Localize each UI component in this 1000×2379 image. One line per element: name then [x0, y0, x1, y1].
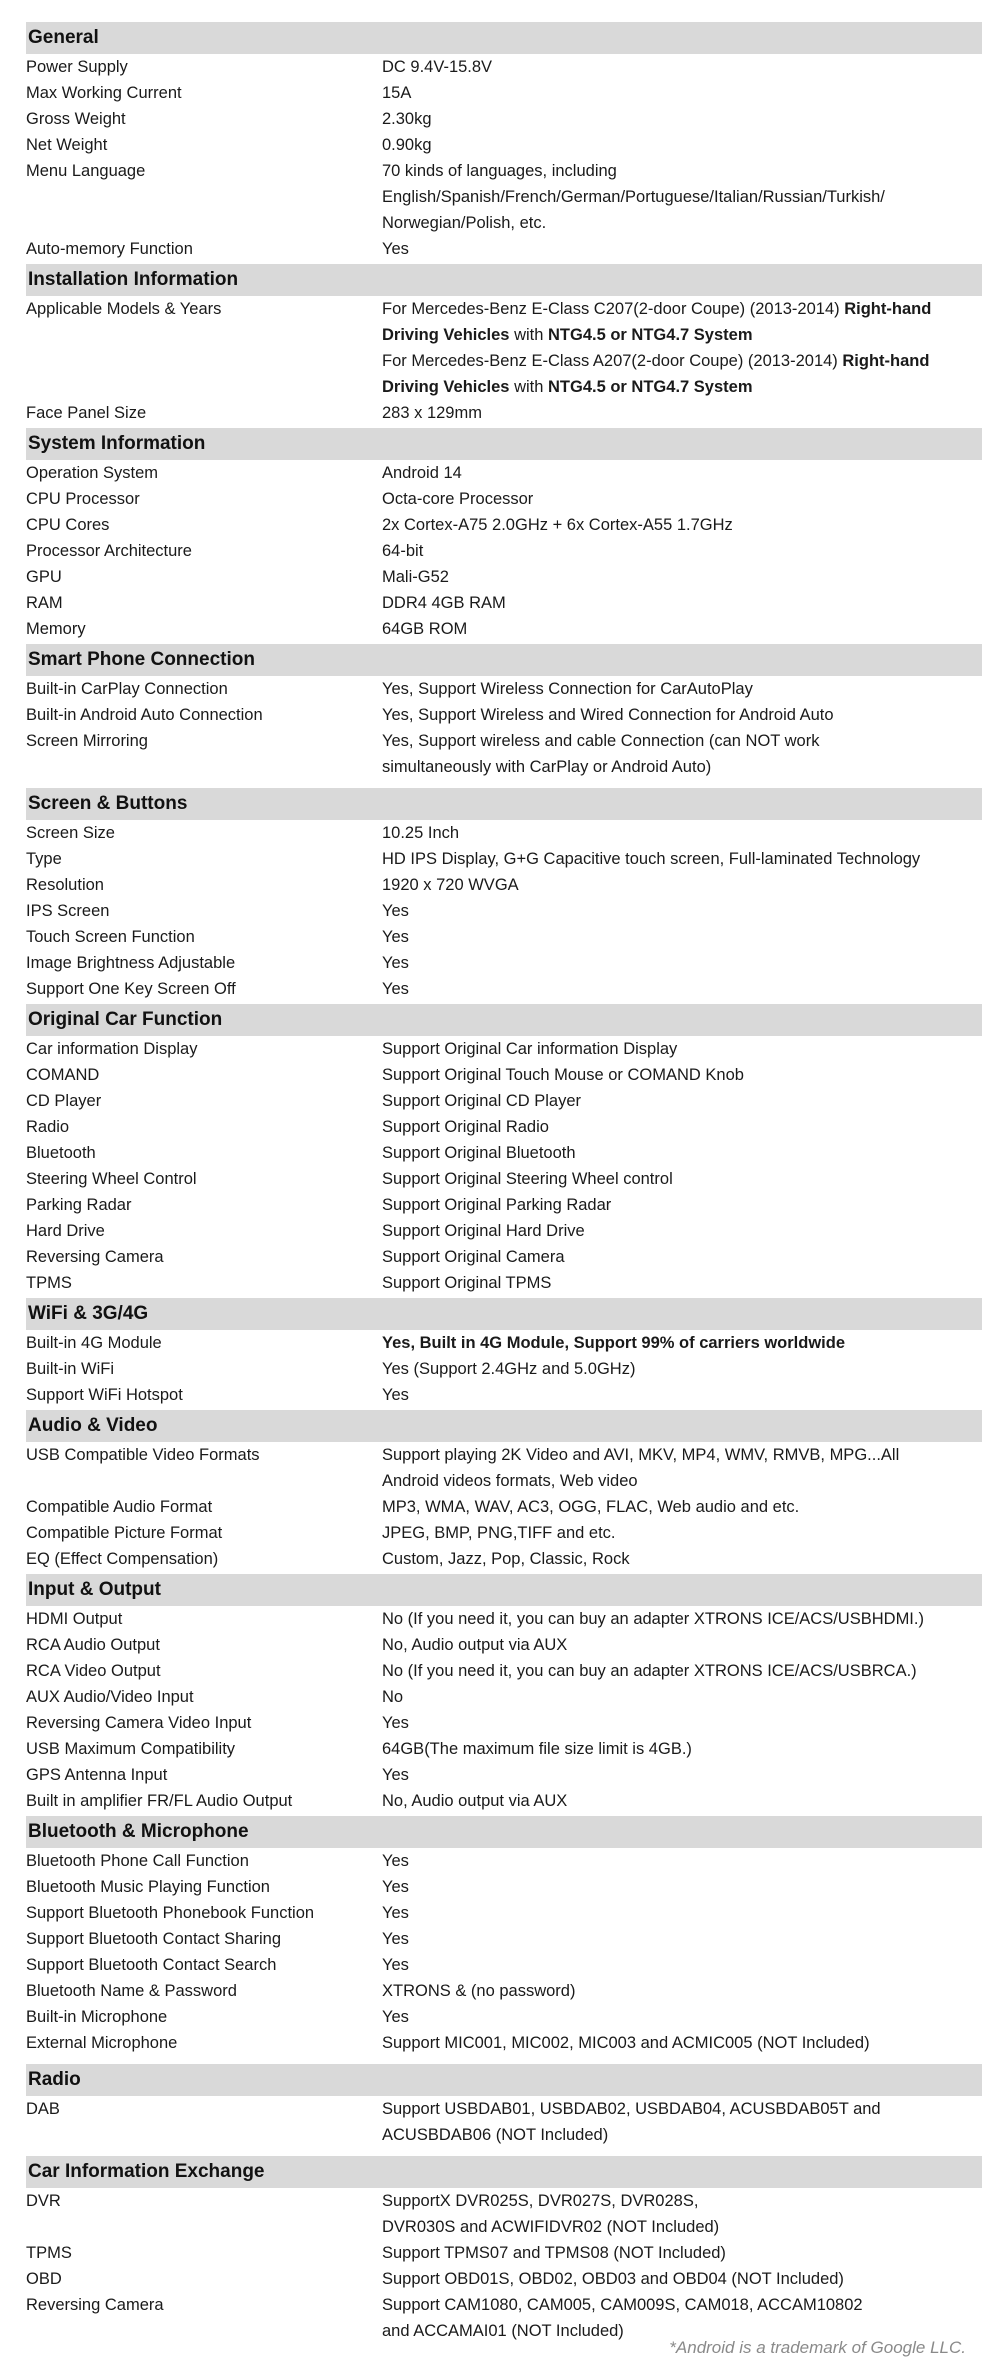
spec-row — [26, 1036, 982, 1062]
spec-value-text: Yes — [382, 1852, 409, 1870]
spec-value-line — [382, 296, 982, 322]
spec-label: RCA Audio Output — [26, 1636, 160, 1654]
spec-value-text: Yes — [382, 928, 409, 946]
spec-row — [26, 1330, 982, 1356]
spec-row — [26, 590, 982, 616]
spec-row — [26, 1710, 982, 1736]
spec-label: Net Weight — [26, 136, 108, 154]
spec-row — [26, 80, 982, 106]
spec-value-text: with — [509, 378, 548, 396]
spec-value — [382, 846, 982, 872]
spec-value-text: Yes (Support 2.4GHz and 5.0GHz) — [382, 1360, 636, 1378]
spec-label: DAB — [26, 2100, 60, 2118]
spec-row — [26, 132, 982, 158]
spec-value-line — [382, 322, 982, 348]
spec-value-text: No (If you need it, you can buy an adapter XTRONS ICE/ACS/USBHDMI.) — [382, 1610, 924, 1628]
spec-row — [26, 950, 982, 976]
spec-value-text: Support Original Touch Mouse or COMAND Knob — [382, 1066, 744, 1084]
spec-value-bold: NTG4.5 or NTG4.7 System — [548, 326, 753, 344]
spec-row — [26, 1244, 982, 1270]
spec-row — [26, 1088, 982, 1114]
spec-value-text: No — [382, 1688, 404, 1706]
spec-value-text: 64-bit — [382, 542, 424, 560]
spec-value — [382, 2292, 982, 2344]
spec-row — [26, 1658, 982, 1684]
spec-label: GPS Antenna Input — [26, 1766, 168, 1784]
spec-value — [382, 1788, 982, 1814]
spec-value — [382, 2004, 982, 2030]
spec-value — [382, 1218, 982, 1244]
spec-value-text: 10.25 Inch — [382, 824, 460, 842]
spec-label: OBD — [26, 2270, 62, 2288]
spec-label: Reversing Camera Video Input — [26, 1714, 252, 1732]
spec-value — [382, 538, 982, 564]
section-header: WiFi & 3G/4G — [26, 1298, 982, 1330]
spec-value-line — [382, 348, 982, 374]
spec-value — [382, 1926, 982, 1952]
spec-table — [26, 20, 982, 2344]
spec-label: Menu Language — [26, 162, 146, 180]
spec-label: RAM — [26, 594, 63, 612]
spec-value-text: Yes — [382, 1878, 409, 1896]
spec-value — [382, 54, 982, 80]
spec-label: Bluetooth Music Playing Function — [26, 1878, 270, 1896]
spec-value — [382, 1520, 982, 1546]
spec-value — [382, 1658, 982, 1684]
spec-label: Power Supply — [26, 58, 128, 76]
spec-value-text: Yes — [382, 1956, 409, 1974]
spec-label: RCA Video Output — [26, 1662, 161, 1680]
spec-label: Auto-memory Function — [26, 240, 193, 258]
spec-value — [382, 924, 982, 950]
spec-label: Bluetooth Phone Call Function — [26, 1852, 249, 1870]
spec-label: Image Brightness Adjustable — [26, 954, 236, 972]
spec-row — [26, 1874, 982, 1900]
spec-value — [382, 2096, 982, 2148]
spec-value — [382, 1762, 982, 1788]
spec-row — [26, 1140, 982, 1166]
spec-value-text: Yes — [382, 954, 409, 972]
spec-label: Parking Radar — [26, 1196, 132, 1214]
spec-value-text: Octa-core Processor — [382, 490, 534, 508]
spec-label: External Microphone — [26, 2034, 178, 2052]
spec-value — [382, 1442, 982, 1494]
spec-row — [26, 2240, 982, 2266]
spec-value-text: Yes — [382, 1714, 409, 1732]
spec-value — [382, 512, 982, 538]
spec-label: Gross Weight — [26, 110, 126, 128]
spec-label: Support Bluetooth Contact Search — [26, 1956, 277, 1974]
spec-value — [382, 106, 982, 132]
spec-value-text: XTRONS & (no password) — [382, 1982, 576, 2000]
spec-label: Screen Size — [26, 824, 115, 842]
spec-row — [26, 1978, 982, 2004]
spec-value-text: Support Original Car information Display — [382, 1040, 678, 1058]
spec-label: Max Working Current — [26, 84, 182, 102]
spec-row — [26, 296, 982, 400]
spec-value-text: Yes — [382, 240, 409, 258]
spec-row — [26, 158, 982, 236]
spec-label: Type — [26, 850, 62, 868]
spec-label: EQ (Effect Compensation) — [26, 1550, 219, 1568]
spec-row — [26, 872, 982, 898]
spec-value — [382, 616, 982, 642]
spec-value-text: For Mercedes-Benz E-Class C207(2-door Coupe) (2013-2014) — [382, 300, 845, 318]
spec-row — [26, 1270, 982, 1296]
spec-value — [382, 158, 982, 236]
spec-row — [26, 1736, 982, 1762]
spec-value-text: Custom, Jazz, Pop, Classic, Rock — [382, 1550, 630, 1568]
spec-value-text: 15A — [382, 84, 412, 102]
section-header: Audio & Video — [26, 1410, 982, 1442]
spec-value-text: Yes — [382, 980, 409, 998]
spec-value — [382, 1900, 982, 1926]
spec-value-text: Yes, Support Wireless Connection for CarAutoPlay — [382, 680, 753, 698]
spec-value — [382, 460, 982, 486]
spec-value — [382, 132, 982, 158]
section-header: Original Car Function — [26, 1004, 982, 1036]
spec-value-line: DVR030S and ACWIFIDVR02 (NOT Included) — [382, 2218, 720, 2236]
spec-row — [26, 2292, 982, 2344]
spec-row — [26, 1848, 982, 1874]
spec-label: COMAND — [26, 1066, 100, 1084]
spec-value-text: 2x Cortex-A75 2.0GHz + 6x Cortex-A55 1.7GHz — [382, 516, 733, 534]
spec-value-text: DDR4 4GB RAM — [382, 594, 506, 612]
spec-row — [26, 1520, 982, 1546]
spec-value-line: Yes, Support wireless and cable Connection (can NOT work — [382, 732, 820, 750]
spec-value-text: Support Original Camera — [382, 1248, 565, 1266]
spec-label: Bluetooth Name & Password — [26, 1982, 237, 2000]
spec-row — [26, 400, 982, 426]
spec-value-line: Norwegian/Polish, etc. — [382, 214, 547, 232]
spec-value-text: Support TPMS07 and TPMS08 (NOT Included) — [382, 2244, 726, 2262]
spec-label: Reversing Camera — [26, 2296, 164, 2314]
spec-row — [26, 1442, 982, 1494]
spec-label: Built-in 4G Module — [26, 1334, 162, 1352]
spec-row — [26, 564, 982, 590]
spec-label: IPS Screen — [26, 902, 110, 920]
spec-row — [26, 54, 982, 80]
spec-row — [26, 1926, 982, 1952]
spec-value — [382, 1684, 982, 1710]
spec-row — [26, 2188, 982, 2240]
spec-value — [382, 1736, 982, 1762]
spec-label: Reversing Camera — [26, 1248, 164, 1266]
spec-label: Screen Mirroring — [26, 732, 148, 750]
spec-label: Support Bluetooth Contact Sharing — [26, 1930, 282, 1948]
spec-value — [382, 1382, 982, 1408]
spec-label: Applicable Models & Years — [26, 300, 222, 318]
spec-value-bold: Driving Vehicles — [382, 378, 510, 396]
spec-value-text: 1920 x 720 WVGA — [382, 876, 519, 894]
spec-value-line: 70 kinds of languages, including — [382, 162, 617, 180]
spec-value-line: Android videos formats, Web video — [382, 1472, 638, 1490]
spec-row — [26, 1062, 982, 1088]
spec-row — [26, 702, 982, 728]
spec-value-line: Support CAM1080, CAM005, CAM009S, CAM018, ACCAM10802 — [382, 2296, 863, 2314]
spec-label: Support Bluetooth Phonebook Function — [26, 1904, 315, 1922]
spec-value-text: Yes, Support Wireless and Wired Connection for Android Auto — [382, 706, 834, 724]
spec-value — [382, 1062, 982, 1088]
spec-value-text: Support Original Bluetooth — [382, 1144, 576, 1162]
spec-label: TPMS — [26, 1274, 72, 1292]
trademark-footnote: *Android is a trademark of Google LLC. — [669, 2338, 966, 2357]
spec-label: Built-in WiFi — [26, 1360, 115, 1378]
spec-value-bold: NTG4.5 or NTG4.7 System — [548, 378, 753, 396]
spec-value-bold: Right-hand — [844, 300, 932, 318]
spec-label: CPU Cores — [26, 516, 110, 534]
spec-value — [382, 1356, 982, 1382]
spec-label: CPU Processor — [26, 490, 140, 508]
spec-label: Memory — [26, 620, 86, 638]
section-header: Car Information Exchange — [26, 2156, 982, 2188]
spec-value — [382, 1036, 982, 1062]
spec-value — [382, 1606, 982, 1632]
spec-label: Support One Key Screen Off — [26, 980, 236, 998]
spec-label: Built-in Microphone — [26, 2008, 168, 2026]
spec-value-text: Support MIC001, MIC002, MIC003 and ACMIC005 (NOT Included) — [382, 2034, 870, 2052]
spec-value-text: 2.30kg — [382, 110, 432, 128]
spec-label: Touch Screen Function — [26, 928, 195, 946]
spec-value — [382, 2030, 982, 2056]
spec-row — [26, 976, 982, 1002]
spec-value — [382, 676, 982, 702]
spec-value-text: Yes — [382, 902, 409, 920]
spec-value — [382, 2188, 982, 2240]
spec-value — [382, 1848, 982, 1874]
spec-label: Processor Architecture — [26, 542, 192, 560]
spec-value — [382, 1244, 982, 1270]
spec-value-text: Support Original CD Player — [382, 1092, 581, 1110]
spec-value — [382, 1166, 982, 1192]
spec-value — [382, 728, 982, 780]
section-header: Radio — [26, 2064, 982, 2096]
spec-row — [26, 1218, 982, 1244]
spec-row — [26, 538, 982, 564]
spec-value — [382, 1952, 982, 1978]
spec-value-text: Support Original Steering Wheel control — [382, 1170, 673, 1188]
spec-label: Support WiFi Hotspot — [26, 1386, 183, 1404]
spec-value — [382, 2240, 982, 2266]
spec-value — [382, 80, 982, 106]
spec-value — [382, 976, 982, 1002]
spec-value-text: Yes — [382, 2008, 409, 2026]
spec-value-line: ACUSBDAB06 (NOT Included) — [382, 2126, 609, 2144]
spec-value-text: Yes — [382, 1930, 409, 1948]
spec-value — [382, 872, 982, 898]
spec-row — [26, 2096, 982, 2148]
spec-value-text: 64GB(The maximum file size limit is 4GB.) — [382, 1740, 692, 1758]
spec-value — [382, 1140, 982, 1166]
spec-label: AUX Audio/Video Input — [26, 1688, 194, 1706]
spec-value-text: No (If you need it, you can buy an adapter XTRONS ICE/ACS/USBRCA.) — [382, 1662, 917, 1680]
spec-value — [382, 1632, 982, 1658]
spec-row — [26, 1762, 982, 1788]
spec-row — [26, 1952, 982, 1978]
spec-value — [382, 2266, 982, 2292]
spec-value — [382, 1330, 982, 1356]
spec-label: Built-in Android Auto Connection — [26, 706, 263, 724]
spec-row — [26, 1494, 982, 1520]
spec-value-text: Support Original TPMS — [382, 1274, 552, 1292]
spec-value-bold: Driving Vehicles — [382, 326, 510, 344]
spec-label: Steering Wheel Control — [26, 1170, 197, 1188]
spec-value-text: Yes, Built in 4G Module, Support 99% of carriers worldwide — [382, 1334, 846, 1352]
spec-label: HDMI Output — [26, 1610, 123, 1628]
spec-value — [382, 898, 982, 924]
spec-value-text: HD IPS Display, G+G Capacitive touch screen, Full-laminated Technology — [382, 850, 921, 868]
spec-label: Built-in CarPlay Connection — [26, 680, 228, 698]
spec-row — [26, 106, 982, 132]
section-header: Installation Information — [26, 264, 982, 296]
spec-value-line: Support playing 2K Video and AVI, MKV, MP4, WMV, RMVB, MPG...All — [382, 1446, 900, 1464]
spec-label: Operation System — [26, 464, 159, 482]
spec-label: Resolution — [26, 876, 104, 894]
spec-value-line: Support USBDAB01, USBDAB02, USBDAB04, ACUSBDAB05T and — [382, 2100, 881, 2118]
spec-value-text: MP3, WMA, WAV, AC3, OGG, FLAC, Web audio and etc. — [382, 1498, 800, 1516]
spec-label: Compatible Audio Format — [26, 1498, 213, 1516]
spec-row — [26, 924, 982, 950]
spec-value — [382, 590, 982, 616]
spec-label: USB Maximum Compatibility — [26, 1740, 236, 1758]
spec-row — [26, 1356, 982, 1382]
spec-row — [26, 236, 982, 262]
section-header: Bluetooth & Microphone — [26, 1816, 982, 1848]
spec-value-text: JPEG, BMP, PNG,TIFF and etc. — [382, 1524, 616, 1542]
spec-value — [382, 1494, 982, 1520]
spec-row — [26, 898, 982, 924]
spec-value — [382, 400, 982, 426]
spec-value-text: 64GB ROM — [382, 620, 468, 638]
spec-row — [26, 1114, 982, 1140]
section-header: Smart Phone Connection — [26, 644, 982, 676]
spec-row — [26, 1166, 982, 1192]
spec-row — [26, 2004, 982, 2030]
spec-row — [26, 846, 982, 872]
spec-value — [382, 1088, 982, 1114]
spec-value — [382, 486, 982, 512]
spec-row — [26, 1788, 982, 1814]
spec-label: USB Compatible Video Formats — [26, 1446, 260, 1464]
spec-value — [382, 1192, 982, 1218]
spec-value-bold: Right-hand — [842, 352, 930, 370]
spec-value-line: SupportX DVR025S, DVR027S, DVR028S, — [382, 2192, 699, 2210]
spec-value — [382, 1546, 982, 1572]
spec-label: TPMS — [26, 2244, 72, 2262]
spec-label: Car information Display — [26, 1040, 198, 1058]
spec-value-text: No, Audio output via AUX — [382, 1792, 568, 1810]
spec-label: Compatible Picture Format — [26, 1524, 223, 1542]
spec-value-line: and ACCAMAI01 (NOT Included) — [382, 2322, 624, 2340]
spec-row — [26, 1546, 982, 1572]
section-header: System Information — [26, 428, 982, 460]
spec-value-text: Support Original Radio — [382, 1118, 549, 1136]
spec-row — [26, 676, 982, 702]
spec-row — [26, 1900, 982, 1926]
spec-row — [26, 820, 982, 846]
spec-value-text: DC 9.4V-15.8V — [382, 58, 493, 76]
spec-value-line — [382, 374, 982, 400]
spec-value-text: 283 x 129mm — [382, 404, 482, 422]
spec-row — [26, 512, 982, 538]
spec-value-text: with — [509, 326, 548, 344]
spec-value — [382, 702, 982, 728]
spec-label: Bluetooth — [26, 1144, 96, 1162]
spec-value — [382, 236, 982, 262]
spec-value-text: Support Original Parking Radar — [382, 1196, 612, 1214]
spec-row — [26, 1684, 982, 1710]
spec-row — [26, 1192, 982, 1218]
spec-label: Built in amplifier FR/FL Audio Output — [26, 1792, 293, 1810]
section-header: Input & Output — [26, 1574, 982, 1606]
spec-row — [26, 728, 982, 780]
spec-label: DVR — [26, 2192, 61, 2210]
spec-value-text: Mali-G52 — [382, 568, 449, 586]
spec-row — [26, 1382, 982, 1408]
spec-row — [26, 1632, 982, 1658]
spec-value-line: English/Spanish/French/German/Portuguese/Italian/Russian/Turkish/ — [382, 188, 885, 206]
spec-value — [382, 1270, 982, 1296]
spec-row — [26, 460, 982, 486]
spec-value-text: 0.90kg — [382, 136, 432, 154]
spec-value-text: Yes — [382, 1904, 409, 1922]
section-header: General — [26, 22, 982, 54]
spec-label: CD Player — [26, 1092, 102, 1110]
spec-value-text: Yes — [382, 1766, 409, 1784]
spec-value-text: Support Original Hard Drive — [382, 1222, 585, 1240]
spec-value-text: Android 14 — [382, 464, 462, 482]
spec-row — [26, 616, 982, 642]
spec-label: Face Panel Size — [26, 404, 147, 422]
spec-value-text: For Mercedes-Benz E-Class A207(2-door Coupe) (2013-2014) — [382, 352, 843, 370]
spec-value-text: No, Audio output via AUX — [382, 1636, 568, 1654]
spec-value — [382, 1114, 982, 1140]
spec-row — [26, 1606, 982, 1632]
spec-value — [382, 820, 982, 846]
spec-value — [382, 1710, 982, 1736]
spec-row — [26, 486, 982, 512]
spec-row — [26, 2030, 982, 2056]
spec-row — [26, 2266, 982, 2292]
spec-label: GPU — [26, 568, 62, 586]
spec-value — [382, 1874, 982, 1900]
spec-value — [382, 950, 982, 976]
spec-value — [382, 1978, 982, 2004]
spec-value — [382, 296, 982, 400]
spec-value-line: simultaneously with CarPlay or Android Auto) — [382, 758, 712, 776]
spec-value-text: Support OBD01S, OBD02, OBD03 and OBD04 (NOT Included) — [382, 2270, 844, 2288]
spec-label: Hard Drive — [26, 1222, 105, 1240]
spec-value — [382, 564, 982, 590]
spec-label: Radio — [26, 1118, 70, 1136]
spec-value-text: Yes — [382, 1386, 409, 1404]
section-header: Screen & Buttons — [26, 788, 982, 820]
